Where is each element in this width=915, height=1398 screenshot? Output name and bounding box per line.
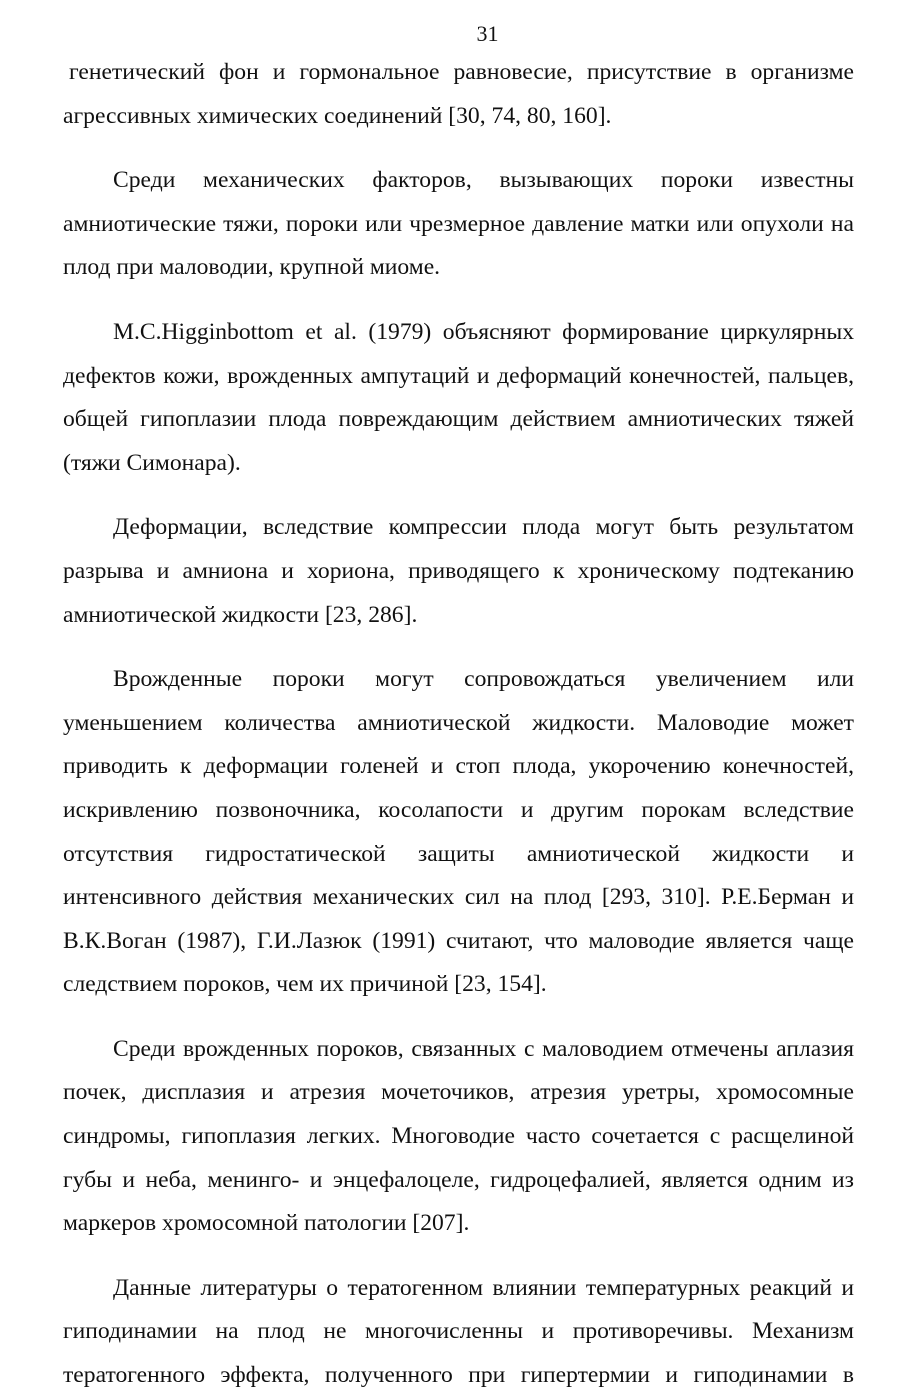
paragraph-3: M.C.Higginbottom et al. (1979) объясняют формирование циркулярных дефектов кожи, врожденных ампутаций и деформаций конечностей, пальцев, общей гипоплазии плода повреждающим действием амниотических тяжей (тяжи Симонара). xyxy=(63,318,854,476)
document-body xyxy=(63,51,854,1398)
page-number: 31 xyxy=(476,21,499,46)
paragraph-2: Среди механических факторов, вызывающих пороки известны амниотические тяжи, пороки или чрезмерное давление матки или опухоли на плод при маловодии, крупной миоме. xyxy=(63,167,854,281)
paragraph-5: Врожденные пороки могут сопровождаться увеличением или уменьшением количества амниотической жидкости. Маловодие может приводить к деформации голеней и стоп плода, укорочению конечностей, искривлению позвоночника, косолапости и другим порокам вследствие отсутствия гидростатической защиты амниотической жидкости и интенсивного действия механических сил на плод [293, 310]. Р.Е.Берман и В.К.Воган (1987), Г.И.Лазюк (1991) считают, что маловодие является чаще следствием пороков, чем их причиной [23, 154]. xyxy=(63,666,854,998)
paragraph-4: Деформации, вследствие компрессии плода могут быть результатом разрыва и амниона и хориона, приводящего к хроническому подтеканию амниотической жидкости [23, 286]. xyxy=(63,514,854,628)
paragraph-6: Среди врожденных пороков, связанных с маловодием отмечены аплазия почек, дисплазия и атрезия мочеточиков, атрезия уретры, хромосомные синдромы, гипоплазия легких. Многоводие часто сочетается с расщелиной губы и неба, менинго- и энцефалоцеле, гидроцефалией, является одним из маркеров хромосомной патологии [207]. xyxy=(63,1035,854,1237)
paragraph-7: Данные литературы о тератогенном влиянии температурных реакций и гиподинамии на плод не многочисленны и противоречивы. Механизм тератогенного эффекта, полученного при гипертермии и гиподинамии в xyxy=(63,1274,854,1389)
paragraph-1: генетический фон и гормональное равновесие, присутствие в организме агрессивных химических соединений [30, 74, 80, 160]. xyxy=(63,59,854,129)
